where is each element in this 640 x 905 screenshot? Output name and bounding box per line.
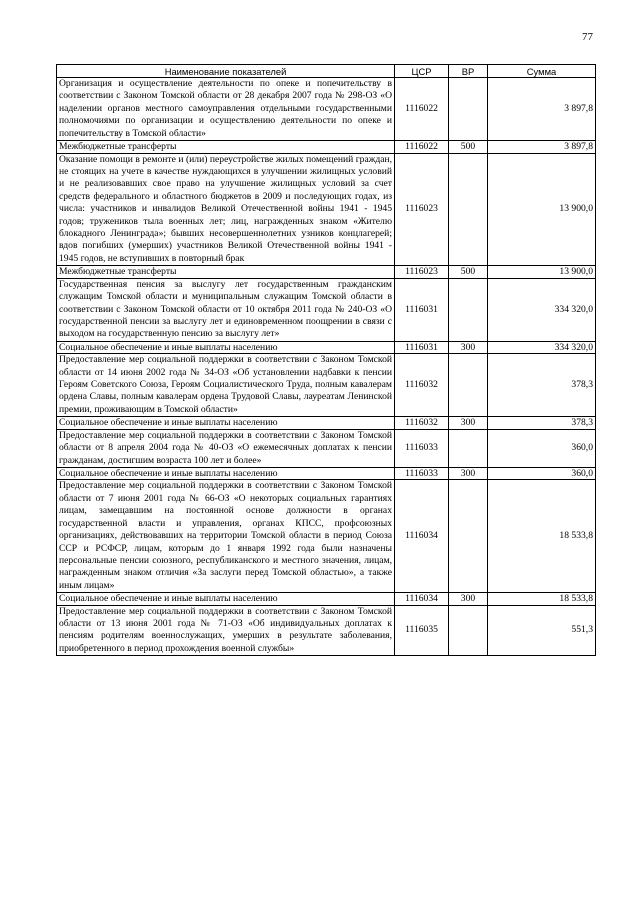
row-csr: 1116023 (395, 266, 449, 279)
row-vr (449, 153, 488, 266)
row-sum: 378,3 (488, 417, 596, 430)
table-row (57, 480, 596, 593)
budget-table (56, 64, 596, 656)
row-sum: 551,3 (488, 605, 596, 656)
row-csr: 1116023 (395, 153, 449, 266)
row-name: Предоставление мер социальной поддержки в соответствии с Законом Томской области от 7 июня 2001 года № 66-ОЗ «О некоторых социальных гарантиях лицам, замещавшим на постоянной основе должности в органах государственной власти и управления, органах КПСС, профсоюзных организациях, действовавших на территории Томской области в период Союза ССР и РСФСР, лицам, которым до 1 января 1992 года были назначены персональные пенсии союзного, республиканского и местного значения, лицам, награжденным знаком отличия «За заслуги перед Томской областью», а также иным лицам» (57, 480, 395, 593)
row-csr: 1116034 (395, 480, 449, 593)
row-sum: 13 900,0 (488, 153, 596, 266)
row-vr (449, 78, 488, 141)
table-row (57, 278, 596, 341)
row-sum: 3 897,8 (488, 78, 596, 141)
table-row (57, 467, 596, 480)
row-vr: 500 (449, 141, 488, 154)
row-name: Оказание помощи в ремонте и (или) переустройстве жилых помещений граждан, не стоящих на учете в качестве нуждающихся в улучшении жилищных условий и не реализовавших свое право на улучшение жилищных условий за счет средств федерального и областного бюджетов в 2009 и последующих годах, из числа: участников и инвалидов Великой Отечественной войны 1941 - 1945 годов; тружеников тыла военных лет; лиц, награжденных знаком «Жителю блокадного Ленинграда»; бывших несовершеннолетних узников концлагерей; вдов погибших (умерших) участников Великой Отечественной войны 1941 - 1945 годов, не вступивших в повторный брак (57, 153, 395, 266)
row-vr (449, 429, 488, 467)
row-name: Организация и осуществление деятельности по опеке и попечительству в соответствии с Законом Томской области от 28 декабря 2007 года № 298-ОЗ «О наделении органов местного самоуправления отдельными государственными полномочиями по организации и осуществлению деятельности по опеке и попечительству в Томской области» (57, 78, 395, 141)
row-csr: 1116022 (395, 141, 449, 154)
header-name: Наименование показателей (57, 65, 395, 78)
row-vr (449, 278, 488, 341)
row-sum: 360,0 (488, 429, 596, 467)
row-name: Социальное обеспечение и иные выплаты населению (57, 467, 395, 480)
row-name: Предоставление мер социальной поддержки в соответствии с Законом Томской области от 8 апреля 2004 года № 40-ОЗ «О ежемесячных доплатах к пенсии гражданам, достигшим возраста 100 лет и более» (57, 429, 395, 467)
row-name: Социальное обеспечение и иные выплаты населению (57, 341, 395, 354)
table-row (57, 341, 596, 354)
row-sum: 334 320,0 (488, 278, 596, 341)
row-name: Предоставление мер социальной поддержки в соответствии с Законом Томской области от 13 июня 2001 года № 71-ОЗ «Об индивидуальных доплатах к пенсиям родителям военнослужащих, умерших в результате заболевания, приобретенного в период прохождения военной службы» (57, 605, 395, 656)
row-vr: 300 (449, 593, 488, 606)
table-row (57, 354, 596, 417)
row-sum: 334 320,0 (488, 341, 596, 354)
row-csr: 1116033 (395, 429, 449, 467)
row-name: Социальное обеспечение и иные выплаты населению (57, 417, 395, 430)
row-vr: 500 (449, 266, 488, 279)
row-name: Социальное обеспечение и иные выплаты населению (57, 593, 395, 606)
row-sum: 3 897,8 (488, 141, 596, 154)
table-row (57, 266, 596, 279)
table-row (57, 78, 596, 141)
row-csr: 1116031 (395, 341, 449, 354)
table-row (57, 417, 596, 430)
row-csr: 1116032 (395, 417, 449, 430)
row-sum: 18 533,8 (488, 480, 596, 593)
row-sum: 18 533,8 (488, 593, 596, 606)
row-vr: 300 (449, 417, 488, 430)
row-name: Межбюджетные трансферты (57, 266, 395, 279)
row-csr: 1116035 (395, 605, 449, 656)
row-csr: 1116022 (395, 78, 449, 141)
row-csr: 1116034 (395, 593, 449, 606)
row-csr: 1116031 (395, 278, 449, 341)
table-row (57, 593, 596, 606)
row-csr: 1116032 (395, 354, 449, 417)
row-sum: 378,3 (488, 354, 596, 417)
table-header-row (57, 65, 596, 78)
page-number: 77 (582, 31, 593, 43)
table-row (57, 605, 596, 656)
row-csr: 1116033 (395, 467, 449, 480)
header-vr: ВР (449, 65, 488, 78)
row-vr (449, 480, 488, 593)
table-row (57, 153, 596, 266)
row-vr (449, 605, 488, 656)
row-vr: 300 (449, 341, 488, 354)
table-row (57, 429, 596, 467)
row-name: Государственная пенсия за выслугу лет государственным гражданским служащим Томской области и муниципальным служащим Томской области в соответствии с Законом Томской области от 10 октября 2011 года № 240-ОЗ «О государственной пенсии за выслугу лет и единовременном поощрении в связи с выходом на государственную пенсию за выслугу лет» (57, 278, 395, 341)
row-name: Предоставление мер социальной поддержки в соответствии с Законом Томской области от 14 июня 2002 года № 34-ОЗ «Об установлении надбавки к пенсии Героям Советского Союза, Героям Социалистического Труда, полным кавалерам ордена Славы, полным кавалерам ордена Трудовой Славы, лауреатам Ленинской премии, проживающим в Томской области» (57, 354, 395, 417)
table-row (57, 141, 596, 154)
row-vr: 300 (449, 467, 488, 480)
header-csr: ЦСР (395, 65, 449, 78)
row-sum: 360,0 (488, 467, 596, 480)
row-sum: 13 900,0 (488, 266, 596, 279)
row-name: Межбюджетные трансферты (57, 141, 395, 154)
row-vr (449, 354, 488, 417)
header-sum: Сумма (488, 65, 596, 78)
